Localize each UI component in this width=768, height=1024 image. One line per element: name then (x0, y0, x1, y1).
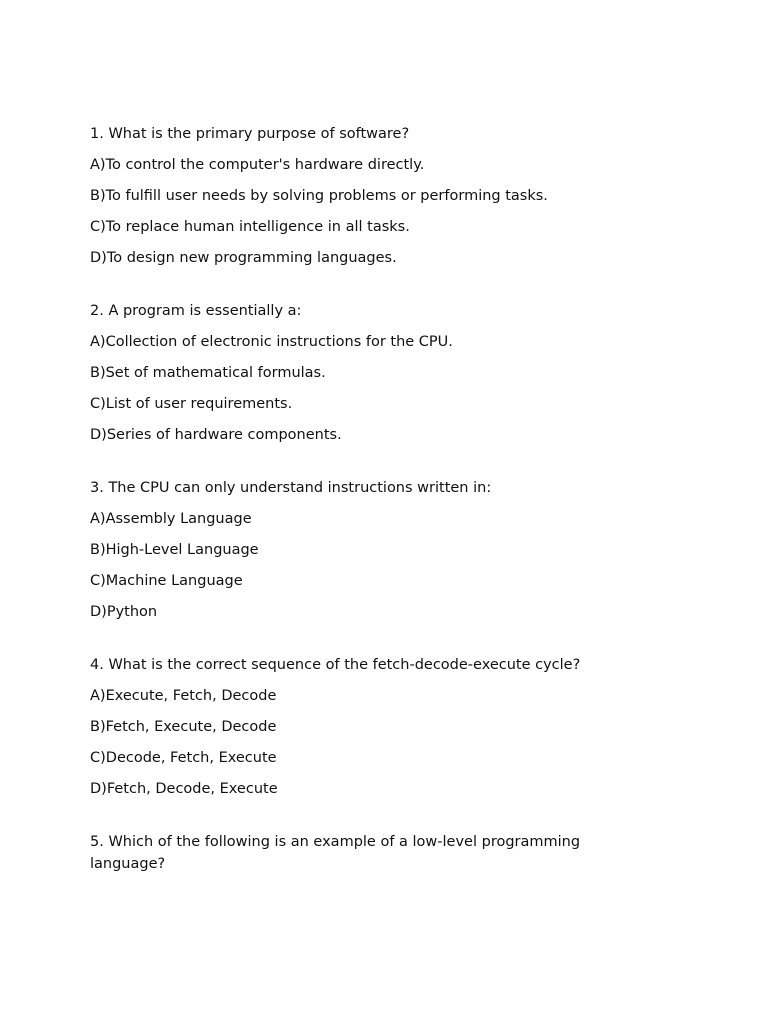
question-2 (90, 300, 650, 446)
option-b: B)High-Level Language (90, 542, 259, 558)
option-a: A)Collection of electronic instructions for the CPU. (90, 334, 453, 350)
question-text: 4. What is the correct sequence of the fetch-decode-execute cycle? (90, 657, 581, 673)
option-c: C)To replace human intelligence in all tasks. (90, 219, 410, 235)
options-list (90, 331, 650, 446)
question-text: 3. The CPU can only understand instructions written in: (90, 480, 492, 496)
option-c: C)List of user requirements. (90, 396, 293, 412)
option-d: D)Python (90, 604, 158, 620)
option-a: A)To control the computer's hardware directly. (90, 157, 425, 173)
options-list (90, 154, 650, 269)
option-b: B)Set of mathematical formulas. (90, 365, 326, 381)
question-1 (90, 123, 650, 269)
question-3 (90, 477, 650, 623)
options-list (90, 508, 650, 623)
option-c: C)Machine Language (90, 573, 243, 589)
option-c: C)Decode, Fetch, Execute (90, 750, 277, 766)
question-4 (90, 654, 650, 800)
option-d: D)To design new programming languages. (90, 250, 397, 266)
options-list (90, 685, 650, 800)
option-a: A)Execute, Fetch, Decode (90, 688, 277, 704)
question-text: 1. What is the primary purpose of software? (90, 126, 410, 142)
option-d: D)Fetch, Decode, Execute (90, 781, 278, 797)
question-5 (90, 831, 650, 875)
option-a: A)Assembly Language (90, 511, 252, 527)
question-text: 5. Which of the following is an example of a low-level programming language? (90, 834, 581, 872)
option-b: B)To fulfill user needs by solving problems or performing tasks. (90, 188, 548, 204)
question-text: 2. A program is essentially a: (90, 303, 302, 319)
option-d: D)Series of hardware components. (90, 427, 342, 443)
quiz-document (90, 123, 650, 906)
option-b: B)Fetch, Execute, Decode (90, 719, 277, 735)
